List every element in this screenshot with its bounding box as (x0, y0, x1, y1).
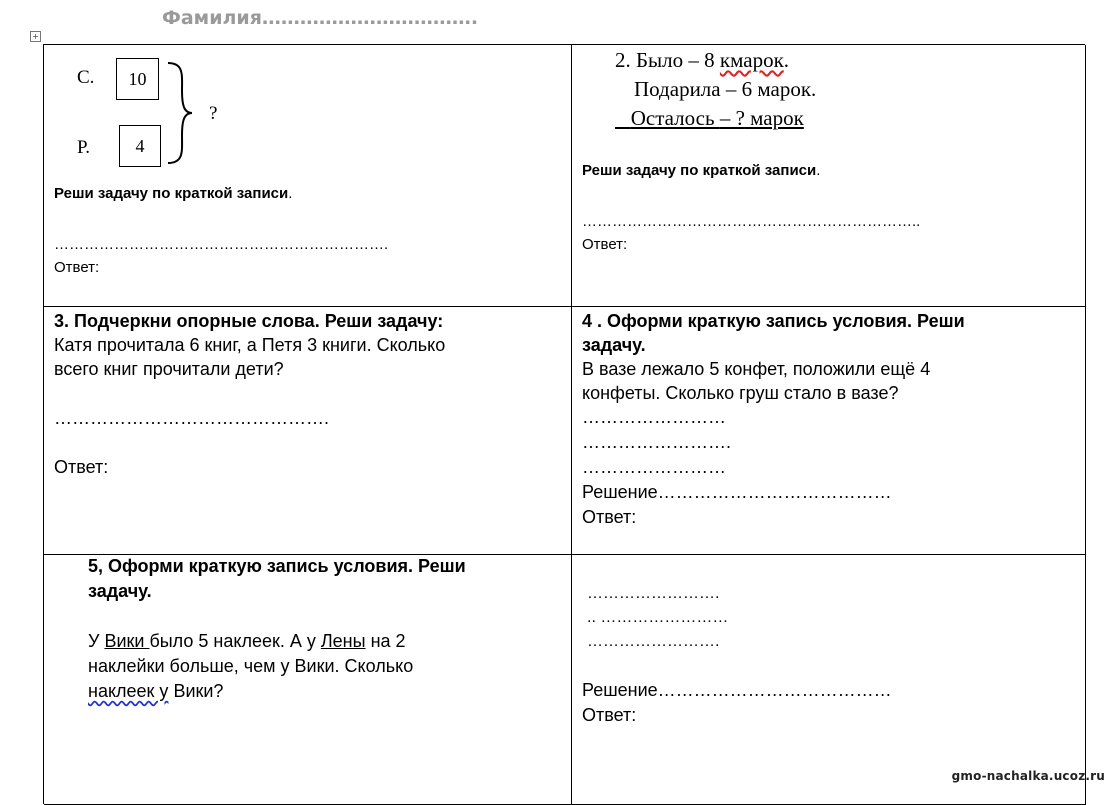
surname-label: Фамилия……………………………. (162, 7, 479, 29)
task2-line2: Подарила – 6 марок. (634, 77, 817, 101)
task4-text1: В вазе лежало 5 конфет, положили ещё 4 (582, 359, 931, 379)
task3-cell (44, 307, 572, 555)
label-c: С. (77, 67, 95, 88)
task5-cell (44, 555, 572, 805)
label-r: Р. (77, 137, 90, 158)
task4-dots1: …………………… (582, 407, 726, 427)
task6-dots3: ……………………. (587, 633, 720, 650)
task5-title1: 5, Оформи краткую запись условия. Реши (88, 556, 466, 576)
box-c: 10 (116, 58, 159, 100)
task2-answer: Ответ: (582, 236, 628, 253)
question-mark: ? (209, 103, 218, 124)
task4-dots2: ……………………. (582, 432, 732, 452)
task3-dots: ………………………………………. (54, 408, 330, 428)
task6-cell (572, 555, 1086, 805)
task4-solution: Решение………………………………… (582, 482, 892, 502)
task5-line3: наклеек у Вики? (88, 681, 224, 701)
task1-answer: Ответ: (54, 259, 100, 276)
task3-text2: всего книг прочитали дети? (54, 359, 284, 379)
task5-title2: задачу. (88, 581, 152, 601)
task4-answer: Ответ: (582, 507, 637, 527)
task6-solution: Решение………………………………… (582, 680, 892, 700)
task1-dots: …………………………………………………………. (54, 236, 389, 253)
task2-dots: ………………………………………………………….. (582, 213, 921, 230)
task3-text1: Катя прочитала 6 книг, а Петя 3 книги. Сколько (54, 335, 446, 355)
task2-instruction: Реши задачу по краткой записи. (582, 162, 821, 179)
task4-dots3: …………………… (582, 457, 726, 477)
task5-line2: наклейки больше, чем у Вики. Сколько (88, 656, 414, 676)
task1-cell (44, 45, 572, 307)
task6-answer: Ответ: (582, 705, 637, 725)
task3-answer: Ответ: (54, 457, 109, 477)
task2-line1: 2. Было – 8 кмарок. (615, 48, 790, 72)
box-r: 4 (119, 125, 161, 167)
task6-dots2: .. …………………… (587, 609, 729, 626)
task3-title: 3. Подчеркни опорные слова. Реши задачу: (54, 311, 444, 331)
task6-dots1: ……………………. (587, 585, 720, 602)
task5-line1: У Вики было 5 наклеек. А у Лены на 2 (88, 631, 406, 651)
worksheet-table (43, 44, 1085, 804)
table-move-handle-icon[interactable]: + (30, 31, 41, 42)
task4-cell (572, 307, 1086, 555)
task1-instruction: Реши задачу по краткой записи. (54, 185, 293, 202)
task4-text2: конфеты. Сколько груш стало в вазе? (582, 383, 899, 403)
task2-cell (572, 45, 1086, 307)
task2-line3: Осталось – ? марок (630, 106, 804, 130)
task4-title2: задачу. (582, 335, 646, 355)
brace-icon (162, 61, 202, 165)
site-watermark: gmo-nachalka.ucoz.ru (951, 769, 1105, 783)
task4-title1: 4 . Оформи краткую запись условия. Реши (582, 311, 965, 331)
